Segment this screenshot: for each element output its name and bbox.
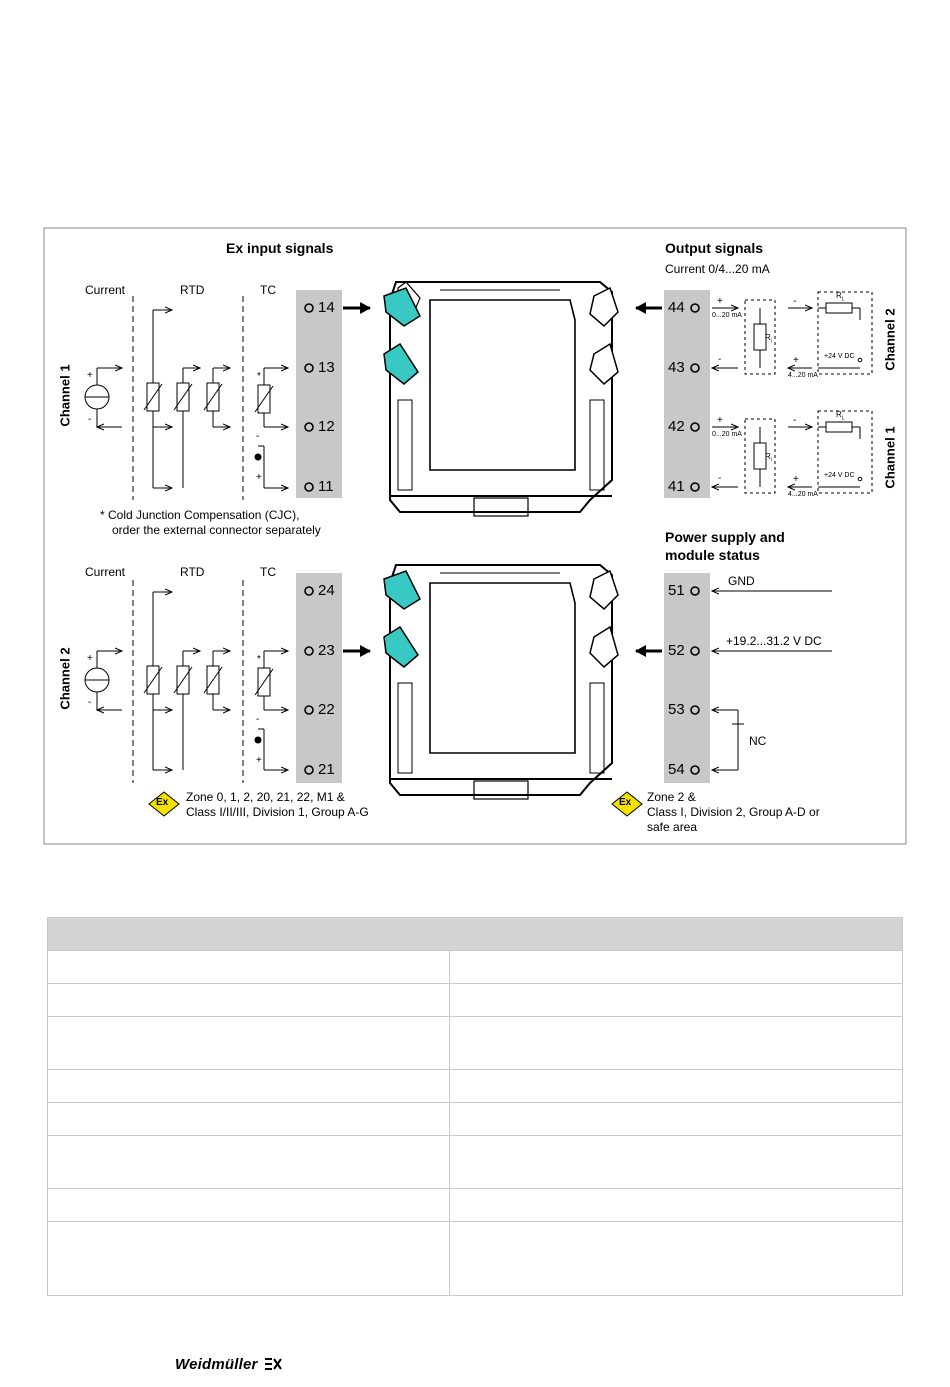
input-type-tc-2: TC xyxy=(260,565,276,579)
table-row xyxy=(48,1222,903,1296)
zone-left-line1: Zone 0, 1, 2, 20, 21, 22, M1 & xyxy=(186,790,345,804)
terminal-53: 53 xyxy=(668,701,685,718)
gnd-label: GND xyxy=(728,574,755,588)
out-minus-43: - xyxy=(718,354,722,365)
tc-minus-2: - xyxy=(256,714,260,725)
module-housing-top xyxy=(384,282,618,516)
plus-mark: + xyxy=(87,370,93,381)
load-ch1-ri: $R_i$ xyxy=(765,452,772,464)
terminal-14: 14 xyxy=(318,299,335,316)
load-ch1-range-2: 4...20 mA xyxy=(788,491,818,498)
power-title-line1: Power supply and xyxy=(665,529,785,545)
spec-table xyxy=(47,917,903,1296)
cjc-note-line1: * Cold Junction Compensation (CJC), xyxy=(100,508,300,522)
table-row xyxy=(48,1189,903,1222)
table-row xyxy=(48,1103,903,1136)
nc-label: NC xyxy=(749,734,767,748)
load-ch2-supply: +24 V DC xyxy=(824,353,855,360)
load-ch1-rl: $R_L$ xyxy=(836,410,845,422)
load-ch1-range-1: 0...20 mA xyxy=(712,431,742,438)
tc-plus: + xyxy=(256,472,262,483)
input-type-rtd-2: RTD xyxy=(180,565,205,579)
zone-right-line3: safe area xyxy=(647,820,698,834)
terminal-11: 11 xyxy=(318,478,334,495)
minus-mark: - xyxy=(88,414,92,425)
input-type-tc: TC xyxy=(260,283,276,297)
out-plus-44: + xyxy=(717,296,723,307)
load-minus-ch1: - xyxy=(793,415,797,426)
load-ch2-ri: $R_i$ xyxy=(765,333,772,345)
terminal-52: 52 xyxy=(668,642,685,659)
power-title-line2: module status xyxy=(665,547,760,563)
power-block xyxy=(636,573,832,783)
zone-right-line2: Class I, Division 2, Group A-D or xyxy=(647,805,820,819)
load-ch2-rl: $R_L$ xyxy=(836,291,845,303)
input-type-current: Current xyxy=(85,283,126,297)
load-ch1-supply: +24 V DC xyxy=(824,472,855,479)
zone-right-line1: Zone 2 & xyxy=(647,790,696,804)
input-block-bottom xyxy=(85,573,370,783)
channel-1-label-output: Channel 1 xyxy=(882,426,898,489)
load-minus-ch2: - xyxy=(793,296,797,307)
brand-logo xyxy=(175,1356,282,1373)
brand-name: Weidmüller xyxy=(175,1356,258,1373)
input-block-top xyxy=(85,290,370,500)
load-ch2-range-1: 0...20 mA xyxy=(712,312,742,319)
terminal-22: 22 xyxy=(318,701,335,718)
ex-input-title: Ex input signals xyxy=(226,240,334,256)
terminal-12: 12 xyxy=(318,418,335,435)
table-row xyxy=(48,1070,903,1103)
terminal-24: 24 xyxy=(318,582,335,599)
star-mark-2: * xyxy=(257,654,261,665)
terminal-44: 44 xyxy=(668,299,685,316)
minus-mark-2: - xyxy=(88,697,92,708)
channel-2-label-output: Channel 2 xyxy=(882,308,898,371)
plus-mark-2: + xyxy=(87,653,93,664)
terminal-13: 13 xyxy=(318,359,335,376)
load-ch2-range-2: 4...20 mA xyxy=(788,372,818,379)
table-header-row xyxy=(48,918,903,951)
terminal-21: 21 xyxy=(318,761,335,778)
terminal-23: 23 xyxy=(318,642,335,659)
output-subtitle: Current 0/4...20 mA xyxy=(665,262,770,276)
out-minus-41: - xyxy=(718,473,722,484)
input-terminal-strip xyxy=(296,290,342,498)
output-block xyxy=(636,290,872,498)
table-header-cell xyxy=(48,918,903,951)
terminal-51: 51 xyxy=(668,582,685,599)
tc-minus: - xyxy=(256,431,260,442)
terminal-41: 41 xyxy=(668,478,685,495)
terminal-43: 43 xyxy=(668,359,685,376)
weidmuller-logo-icon xyxy=(264,1357,282,1371)
load-plus-ch1: + xyxy=(793,474,799,485)
load-plus-ch2: + xyxy=(793,355,799,366)
zone-left-line2: Class I/II/III, Division 1, Group A-G xyxy=(186,805,369,819)
supply-label: +19.2...31.2 V DC xyxy=(726,634,822,648)
table-row xyxy=(48,951,903,984)
tc-plus-2: + xyxy=(256,755,262,766)
channel-2-label-input: Channel 2 xyxy=(57,647,73,710)
channel-1-label-input: Channel 1 xyxy=(57,364,73,427)
out-plus-42: + xyxy=(717,415,723,426)
terminal-54: 54 xyxy=(668,761,685,778)
output-terminal-strip xyxy=(664,290,710,498)
table-row xyxy=(48,984,903,1017)
table-row xyxy=(48,1017,903,1070)
terminal-42: 42 xyxy=(668,418,685,435)
input-type-current-2: Current xyxy=(85,565,126,579)
input-terminal-strip-2 xyxy=(296,573,342,783)
star-mark: * xyxy=(257,371,261,382)
module-housing-bottom xyxy=(384,565,618,799)
output-title: Output signals xyxy=(665,240,763,256)
ex-badge-right-text: Ex xyxy=(619,797,632,808)
cjc-note-line2: order the external connector separately xyxy=(112,523,321,537)
power-terminal-strip xyxy=(664,573,710,783)
table-row xyxy=(48,1136,903,1189)
ex-badge-left-text: Ex xyxy=(156,797,169,808)
input-type-rtd: RTD xyxy=(180,283,205,297)
